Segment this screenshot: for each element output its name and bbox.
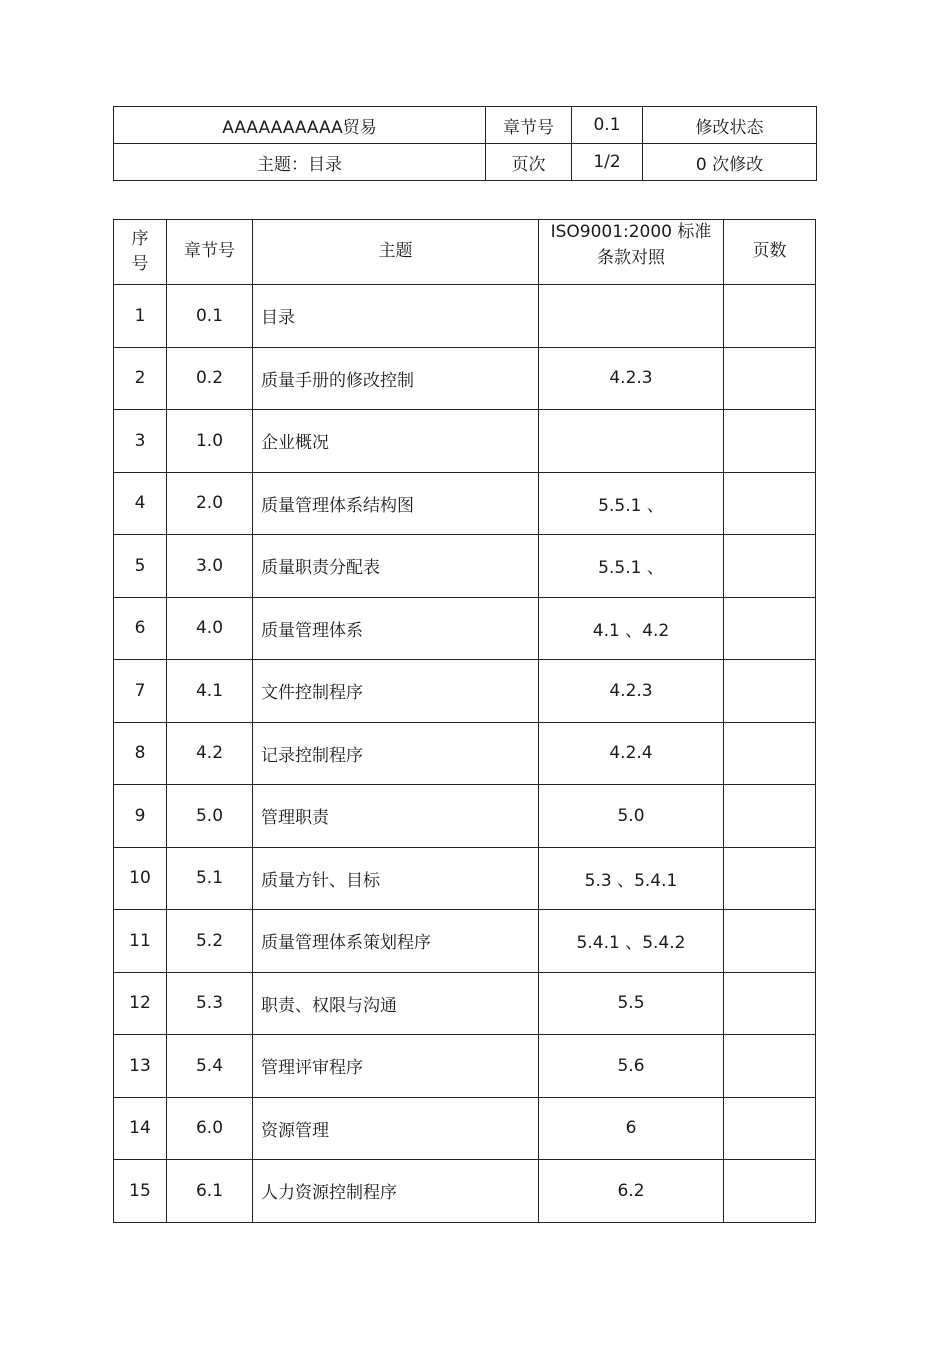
document-header-table <box>113 106 817 181</box>
row-number: 5 <box>114 535 167 598</box>
row-number: 14 <box>114 1097 167 1160</box>
col-seq <box>114 220 167 285</box>
revision-value: 0 次修改 <box>643 144 817 181</box>
row-number: 12 <box>114 972 167 1035</box>
table-row <box>114 535 816 598</box>
table-row <box>114 660 816 723</box>
row-chapter: 4.2 <box>167 722 253 785</box>
row-topic: 文件控制程序 <box>253 660 539 723</box>
subject: 主题：目录 <box>114 144 486 181</box>
row-iso-clause: 5.5 <box>539 972 724 1035</box>
page-label: 页次 <box>486 144 572 181</box>
table-row <box>114 410 816 473</box>
row-topic: 质量管理体系 <box>253 597 539 660</box>
row-topic: 记录控制程序 <box>253 722 539 785</box>
row-number: 2 <box>114 347 167 410</box>
row-iso-clause: 4.2.3 <box>539 660 724 723</box>
chapter-value: 0.1 <box>572 107 643 144</box>
col-seq-line2: 号 <box>131 254 149 274</box>
col-topic: 主题 <box>253 220 539 285</box>
row-iso-clause: 5.0 <box>539 785 724 848</box>
row-topic: 人力资源控制程序 <box>253 1160 539 1223</box>
row-topic: 质量管理体系结构图 <box>253 472 539 535</box>
row-iso-clause: 4.1 、4.2 <box>539 597 724 660</box>
row-chapter: 4.1 <box>167 660 253 723</box>
row-chapter: 5.2 <box>167 910 253 973</box>
row-chapter: 6.0 <box>167 1097 253 1160</box>
row-iso-clause: 4.2.4 <box>539 722 724 785</box>
row-chapter: 5.1 <box>167 847 253 910</box>
row-chapter: 5.3 <box>167 972 253 1035</box>
row-pages <box>724 472 816 535</box>
row-iso-clause: 5.3 、5.4.1 <box>539 847 724 910</box>
table-row <box>114 847 816 910</box>
row-iso-clause: 5.5.1 、 <box>539 472 724 535</box>
row-chapter: 5.0 <box>167 785 253 848</box>
row-iso-clause: 6 <box>539 1097 724 1160</box>
row-number: 13 <box>114 1035 167 1098</box>
table-row <box>114 285 816 348</box>
col-iso-line1: ISO9001:2000 标准 <box>550 222 712 242</box>
col-pages: 页数 <box>724 220 816 285</box>
header-row-2 <box>114 144 817 181</box>
revision-label: 修改状态 <box>643 107 817 144</box>
row-chapter: 5.4 <box>167 1035 253 1098</box>
row-chapter: 0.1 <box>167 285 253 348</box>
row-pages <box>724 847 816 910</box>
row-pages <box>724 785 816 848</box>
col-iso-line2: 条款对照 <box>597 247 665 268</box>
row-number: 15 <box>114 1160 167 1223</box>
table-row <box>114 785 816 848</box>
table-row <box>114 1097 816 1160</box>
table-row <box>114 1160 816 1223</box>
row-chapter: 4.0 <box>167 597 253 660</box>
row-chapter: 6.1 <box>167 1160 253 1223</box>
chapter-label: 章节号 <box>486 107 572 144</box>
row-pages <box>724 347 816 410</box>
row-number: 3 <box>114 410 167 473</box>
row-iso-clause: 6.2 <box>539 1160 724 1223</box>
row-number: 8 <box>114 722 167 785</box>
row-chapter: 3.0 <box>167 535 253 598</box>
col-iso <box>539 220 724 285</box>
row-chapter: 1.0 <box>167 410 253 473</box>
row-chapter: 0.2 <box>167 347 253 410</box>
row-pages <box>724 972 816 1035</box>
row-topic: 目录 <box>253 285 539 348</box>
row-topic: 企业概况 <box>253 410 539 473</box>
row-pages <box>724 535 816 598</box>
table-row <box>114 722 816 785</box>
row-pages <box>724 1160 816 1223</box>
table-row <box>114 472 816 535</box>
row-iso-clause: 4.2.3 <box>539 347 724 410</box>
row-pages <box>724 1035 816 1098</box>
table-row <box>114 972 816 1035</box>
table-row <box>114 347 816 410</box>
col-seq-line1: 序 <box>131 228 149 249</box>
row-pages <box>724 722 816 785</box>
toc-header-row <box>114 220 816 285</box>
row-number: 4 <box>114 472 167 535</box>
row-topic: 资源管理 <box>253 1097 539 1160</box>
company-name: AAAAAAAAAA贸易 <box>114 107 486 144</box>
toc-body <box>114 285 816 1223</box>
table-row <box>114 910 816 973</box>
row-pages <box>724 660 816 723</box>
row-topic: 质量职责分配表 <box>253 535 539 598</box>
row-number: 11 <box>114 910 167 973</box>
row-number: 9 <box>114 785 167 848</box>
page-value: 1/2 <box>572 144 643 181</box>
row-pages <box>724 410 816 473</box>
toc-table <box>113 219 816 1223</box>
row-number: 1 <box>114 285 167 348</box>
col-chapter: 章节号 <box>167 220 253 285</box>
row-pages <box>724 910 816 973</box>
header-row-1 <box>114 107 817 144</box>
row-number: 7 <box>114 660 167 723</box>
row-topic: 质量手册的修改控制 <box>253 347 539 410</box>
row-chapter: 2.0 <box>167 472 253 535</box>
row-pages <box>724 597 816 660</box>
row-topic: 管理职责 <box>253 785 539 848</box>
row-iso-clause: 5.5.1 、 <box>539 535 724 598</box>
row-number: 6 <box>114 597 167 660</box>
table-row <box>114 597 816 660</box>
row-iso-clause <box>539 285 724 348</box>
row-pages <box>724 285 816 348</box>
row-iso-clause: 5.6 <box>539 1035 724 1098</box>
row-topic: 质量管理体系策划程序 <box>253 910 539 973</box>
row-iso-clause: 5.4.1 、5.4.2 <box>539 910 724 973</box>
row-iso-clause <box>539 410 724 473</box>
row-topic: 管理评审程序 <box>253 1035 539 1098</box>
row-number: 10 <box>114 847 167 910</box>
row-pages <box>724 1097 816 1160</box>
table-row <box>114 1035 816 1098</box>
row-topic: 职责、权限与沟通 <box>253 972 539 1035</box>
row-topic: 质量方针、目标 <box>253 847 539 910</box>
